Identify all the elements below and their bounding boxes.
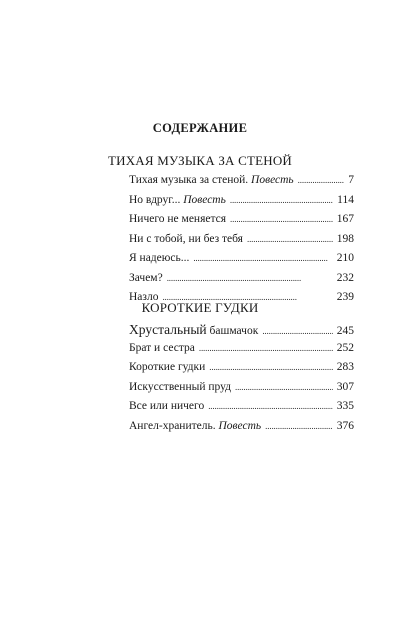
entry-title: Искусственный пруд xyxy=(129,380,231,393)
toc-entry xyxy=(129,252,354,272)
dot-leader xyxy=(199,343,333,353)
entry-title: Хрустальный башмачок xyxy=(129,322,259,337)
entry-page: 167 xyxy=(336,213,354,225)
toc-entry xyxy=(129,233,354,253)
dot-leader xyxy=(235,382,333,392)
entry-page: 232 xyxy=(336,271,354,284)
toc-entry xyxy=(129,272,354,292)
entry-page: 198 xyxy=(336,232,354,245)
toc-entry xyxy=(129,400,354,420)
toc-entry xyxy=(129,420,354,440)
entry-title: Короткие гудки xyxy=(129,361,206,373)
entry-title: Зачем? xyxy=(129,271,163,284)
entry-page: 7 xyxy=(348,174,354,186)
dot-leader xyxy=(247,234,333,244)
entry-page: 210 xyxy=(336,252,354,264)
entry-title: Тихая музыка за стеной. Повесть xyxy=(129,174,294,186)
entry-title: Ни с тобой, ни без тебя xyxy=(129,232,243,245)
dot-leader xyxy=(230,214,333,224)
toc-section-1 xyxy=(129,174,354,311)
entry-title: Я надеюсь... xyxy=(129,252,190,264)
entry-page: 245 xyxy=(336,325,354,337)
entry-page: 283 xyxy=(336,361,354,373)
entry-title: Ничего не меняется xyxy=(129,213,227,225)
dot-leader xyxy=(298,175,345,185)
toc-entry xyxy=(129,194,354,214)
toc-entry xyxy=(129,322,354,342)
toc-entry xyxy=(129,361,354,381)
entry-title: Все или ничего xyxy=(129,400,205,412)
toc-entry xyxy=(129,381,354,401)
entry-title: Назло xyxy=(129,291,159,303)
dot-leader xyxy=(209,362,332,372)
toc-entry xyxy=(129,174,354,194)
entry-title: Но вдруг... Повесть xyxy=(129,193,226,206)
dot-leader xyxy=(167,273,333,283)
dot-leader xyxy=(230,195,333,205)
entry-page: 376 xyxy=(336,419,354,432)
section-heading-2: КОРОТКИЕ ГУДКИ xyxy=(141,300,259,315)
entry-title: Брат и сестра xyxy=(129,341,195,354)
entry-page: 307 xyxy=(336,380,354,393)
dot-leader xyxy=(262,326,332,336)
entry-page: 252 xyxy=(336,341,354,354)
dot-leader xyxy=(193,253,332,263)
entry-page: 239 xyxy=(336,291,354,303)
entry-page: 335 xyxy=(336,400,354,412)
toc-entry xyxy=(129,213,354,233)
contents-title: СОДЕРЖАНИЕ xyxy=(152,121,248,135)
toc-section-2 xyxy=(129,322,354,439)
section-heading-1: ТИХАЯ МУЗЫКА ЗА СТЕНОЙ xyxy=(107,153,293,168)
dot-leader xyxy=(208,401,333,411)
toc-entry xyxy=(129,342,354,362)
dot-leader xyxy=(265,421,333,431)
entry-title: Ангел-хранитель. Повесть xyxy=(129,419,262,432)
entry-page: 114 xyxy=(337,193,354,206)
